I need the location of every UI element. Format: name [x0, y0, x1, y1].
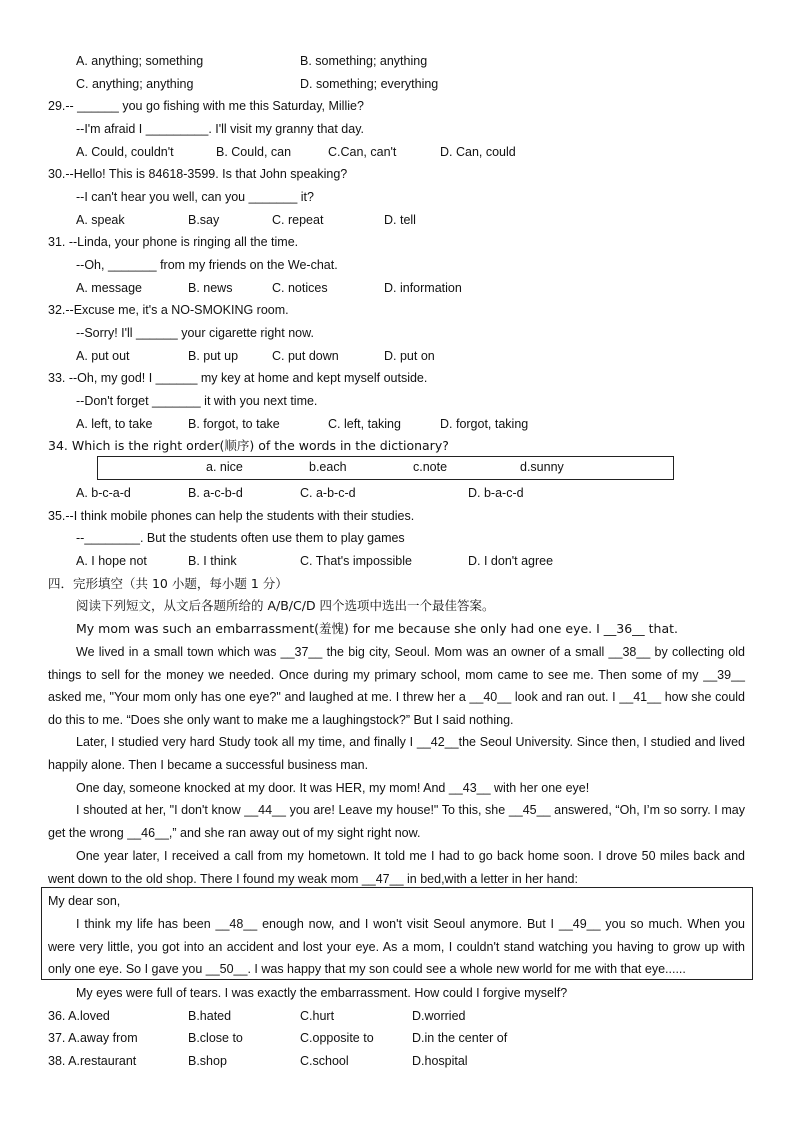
passage-paragraph-2: We lived in a small town which was __37__ the big city, Seoul. Mom was an owner of a small __38__ by collecting old things to sell for the money we needed. Once during my primary school, mom came to see me. Then some of my __39__ asked me, "Your mom only has one eye?" and laughed at me. I threw her a __40__ look and ran out. I __41__ how she could do this to me. “Does she only want to make me a laughingstock?” But I said nothing.: [48, 645, 745, 727]
q32-reply: --Sorry! I'll ______ your cigarette right now.: [76, 326, 314, 340]
q32-option-c: C. put down: [272, 349, 339, 363]
section-instruction: 阅读下列短文，从文后各题所给的 A/B/C/D 四个选项中选出一个最佳答案。: [76, 598, 495, 613]
q34-option-a: A. b-c-a-d: [76, 486, 131, 500]
q32-options: [0, 345, 794, 368]
q33-option-d: D. forgot, taking: [440, 417, 529, 431]
passage-paragraph-6: One year later, I received a call from my hometown. It told me I had to go back home soon. I drove 50 miles back and went down to the old shop. There I found my weak mom __47__ in bed,with a letter in her hand:: [48, 849, 745, 886]
q34-option-b: B. a-c-b-d: [188, 486, 243, 500]
q37-option-d: D.in the center of: [412, 1031, 508, 1045]
q30-option-d: D. tell: [384, 213, 416, 227]
q35-options: [0, 550, 794, 573]
q29-options: [0, 141, 794, 164]
section-heading: 四．完形填空（共 10 小题，每小题 1 分）: [48, 576, 288, 591]
q31-reply: --Oh, _______ from my friends on the We-chat.: [76, 258, 338, 272]
q36-options: [0, 1005, 794, 1028]
q30-option-b: B.say: [188, 213, 220, 227]
passage-paragraph-7: My eyes were full of tears. I was exactly the embarrassment. How could I forgive myself?: [76, 986, 568, 1000]
q35-option-a: A. I hope not: [76, 554, 147, 568]
q38-option-b: B.shop: [188, 1054, 227, 1068]
q34-options: [0, 482, 794, 505]
q28-option-b: B. something; anything: [300, 54, 428, 68]
q31-option-a: A. message: [76, 281, 143, 295]
q35-option-b: B. I think: [188, 554, 237, 568]
passage-paragraph-1: My mom was such an embarrassment(羞愧) for me because she only had one eye. I __36__ that.: [76, 621, 678, 636]
q30-question: 30.--Hello! This is 84618-3599. Is that John speaking?: [48, 167, 348, 181]
q28-option-a: A. anything; something: [76, 54, 204, 68]
q34-option-c: C. a-b-c-d: [300, 486, 356, 500]
q29-question: 29.-- ______ you go fishing with me this Saturday, Millie?: [48, 99, 364, 113]
q30-option-a: A. speak: [76, 213, 125, 227]
q34-word-b: b.each: [309, 460, 347, 474]
q29-option-b: B. Could, can: [216, 145, 292, 159]
q35-question: 35.--I think mobile phones can help the students with their studies.: [48, 509, 415, 523]
q33-option-a: A. left, to take: [76, 417, 153, 431]
q32-option-b: B. put up: [188, 349, 239, 363]
q36-option-b: B.hated: [188, 1009, 232, 1023]
q30-options: [0, 209, 794, 232]
q37-option-c: C.opposite to: [300, 1031, 374, 1045]
q31-option-b: B. news: [188, 281, 233, 295]
q28-option-c: C. anything; anything: [76, 77, 194, 91]
q33-question: 33. --Oh, my god! I ______ my key at home and kept myself outside.: [48, 371, 428, 385]
passage-paragraph-5: I shouted at her, "I don't know __44__ you are! Leave my house!" To this, she __45__ answered, “Oh, I’m so sorry. I may get the wrong __46__,” and she ran away out of my sight right now.: [48, 803, 745, 840]
q37-options: [0, 1027, 794, 1050]
q35-option-c: C. That's impossible: [300, 554, 412, 568]
q31-options: [0, 277, 794, 300]
q32-question: 32.--Excuse me, it's a NO-SMOKING room.: [48, 303, 289, 317]
q36-option-a: 36. A.loved: [48, 1009, 110, 1023]
q29-reply: --I'm afraid I _________. I'll visit my granny that day.: [76, 122, 365, 136]
q29-option-c: C.Can, can't: [328, 145, 397, 159]
q34-word-c: c.note: [413, 460, 448, 474]
letter-body: I think my life has been __48__ enough now, and I won't visit Seoul anymore. But I __49__ you so much. When you were very little, you got into an accident and lost your eye. As a mom, I couldn't stand watching you having to grow up with only one eye. So I gave you __50__. I was happy that my son could see a whole new world for me with that eye......: [48, 917, 745, 976]
q32-option-d: D. put on: [384, 349, 435, 363]
q34-word-box: [97, 456, 674, 480]
q31-option-c: C. notices: [272, 281, 328, 295]
q34-word-a: a. nice: [206, 460, 243, 474]
q35-reply: --________. But the students often use them to play games: [76, 531, 405, 545]
q33-option-b: B. forgot, to take: [188, 417, 280, 431]
q28-option-d: D. something; everything: [300, 77, 439, 91]
q36-option-d: D.worried: [412, 1009, 466, 1023]
passage-paragraph-3: Later, I studied very hard Study took all my time, and finally I __42__the Seoul University. Since then, I studied and lived happily alone. Then I became a successful business man.: [48, 735, 745, 772]
q33-option-c: C. left, taking: [328, 417, 401, 431]
q33-reply: --Don't forget _______ it with you next time.: [76, 394, 318, 408]
q32-option-a: A. put out: [76, 349, 130, 363]
passage-paragraph-4: One day, someone knocked at my door. It was HER, my mom! And __43__ with her one eye!: [76, 781, 590, 795]
q31-option-d: D. information: [384, 281, 462, 295]
q34-word-d: d.sunny: [520, 460, 564, 474]
q38-option-a: 38. A.restaurant: [48, 1054, 137, 1068]
q34-option-d: D. b-a-c-d: [468, 486, 524, 500]
q30-option-c: C. repeat: [272, 213, 324, 227]
q38-option-d: D.hospital: [412, 1054, 468, 1068]
q29-option-a: A. Could, couldn't: [76, 145, 174, 159]
q37-option-b: B.close to: [188, 1031, 243, 1045]
q37-option-a: 37. A.away from: [48, 1031, 138, 1045]
letter-greeting: My dear son,: [48, 894, 121, 908]
q33-options: [0, 413, 794, 436]
q34-question: 34. Which is the right order(顺序) of the words in the dictionary?: [48, 438, 449, 453]
q35-option-d: D. I don't agree: [468, 554, 554, 568]
q38-options: [0, 1050, 794, 1073]
q31-question: 31. --Linda, your phone is ringing all the time.: [48, 235, 299, 249]
q36-option-c: C.hurt: [300, 1009, 335, 1023]
q29-option-d: D. Can, could: [440, 145, 516, 159]
q38-option-c: C.school: [300, 1054, 349, 1068]
q30-reply: --I can't hear you well, can you _______ it?: [76, 190, 314, 204]
